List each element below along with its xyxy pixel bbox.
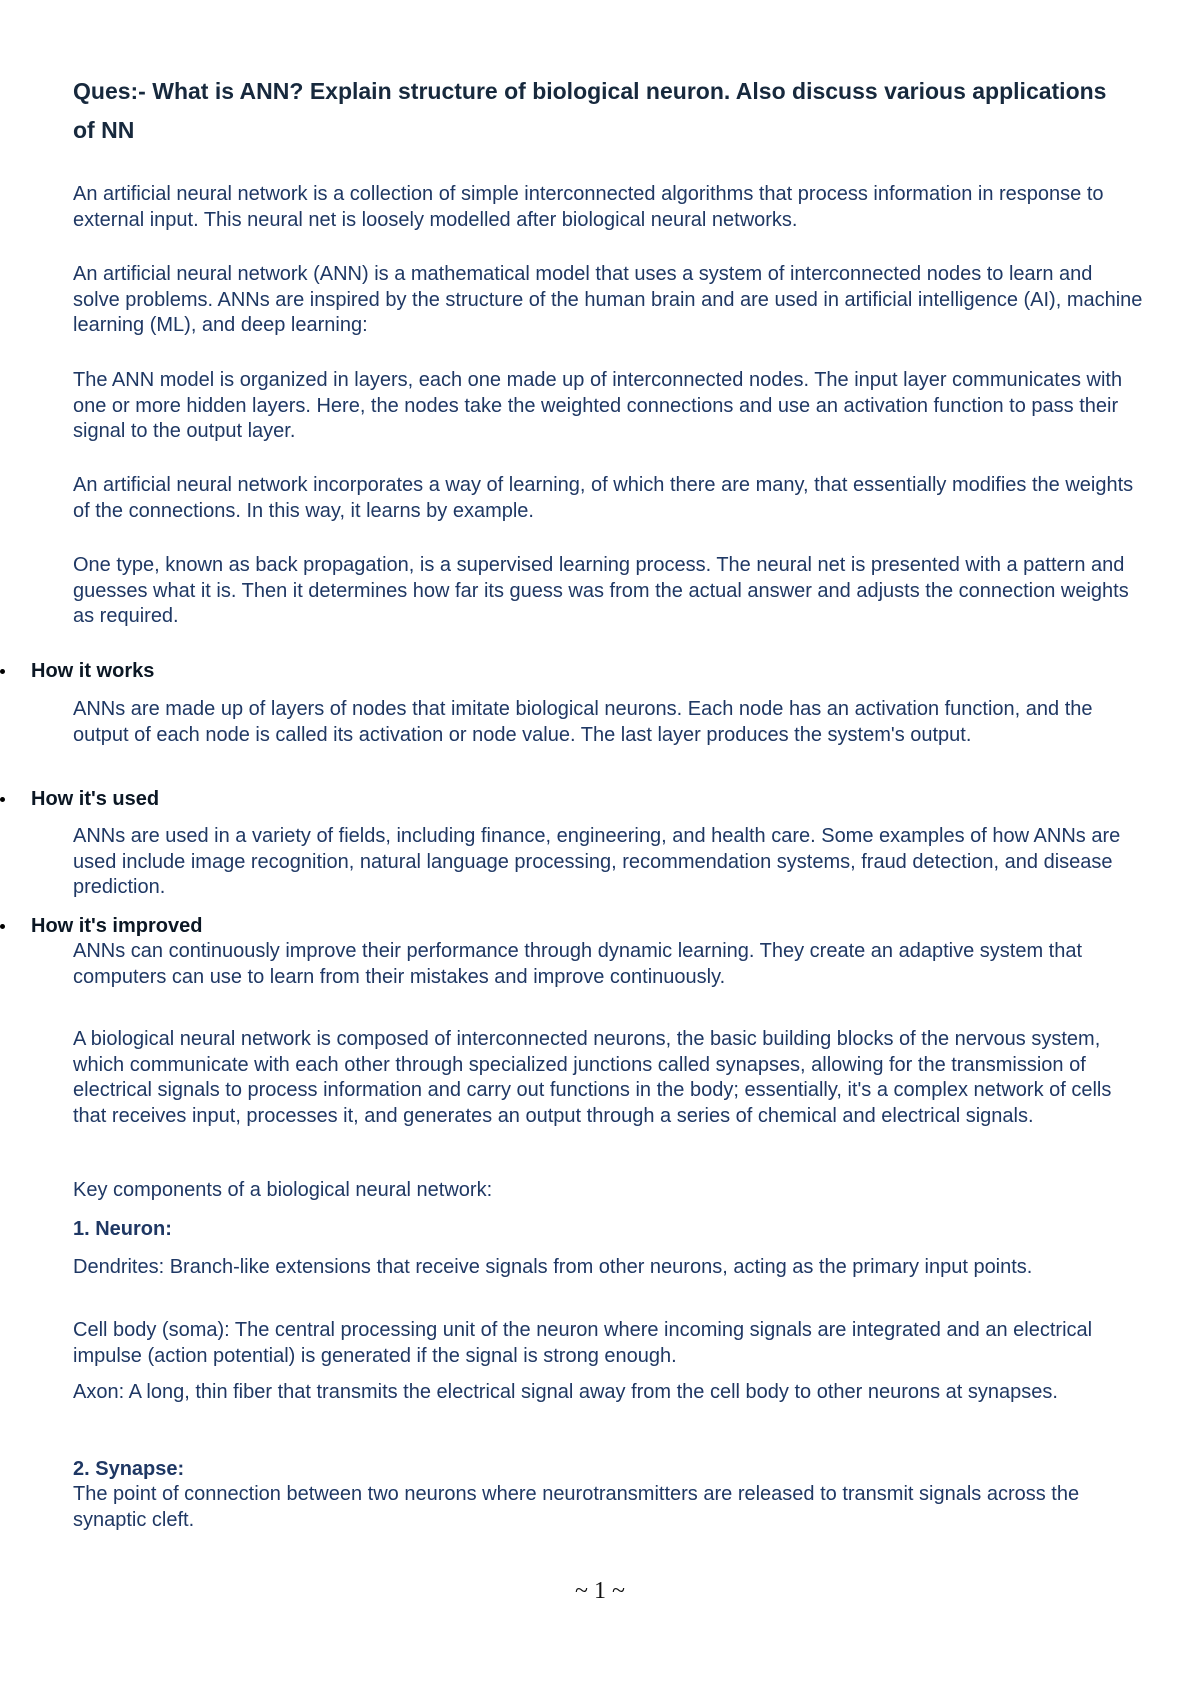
bullet-how-it-works	[0, 658, 600, 684]
bullet-text-how-its-improved: ANNs can continuously improve their performance through dynamic learning. They create an adaptive system that computers can use to learn from their mistakes and improve continuously.	[73, 940, 1083, 988]
bullet-dot-icon	[0, 797, 5, 802]
bullet-how-its-improved	[0, 913, 600, 939]
page-number: ~ 1 ~	[575, 1578, 625, 1604]
bullet-how-its-used	[0, 786, 600, 812]
synapse-heading: 2. Synapse:	[73, 1458, 185, 1480]
bullet-heading: How it's improved	[31, 915, 203, 937]
bullet-dot-icon	[0, 924, 5, 929]
axon-text: Axon: A long, thin fiber that transmits the electrical signal away from the cell body to other neurons at synapses.	[73, 1381, 1058, 1403]
bullet-heading: How it works	[31, 660, 155, 682]
paragraph-biological-network: A biological neural network is composed of interconnected neurons, the basic building blocks of the nervous system, which communicate with each other through specialized junctions called synapses, allowing for the transmission of electrical signals to process information and carry out functions in the body; essentially, it's a complex network of cells that receives input, processes it, and generates an output through a series of chemical and electrical signals.	[73, 1028, 1112, 1127]
paragraph-ann-model: An artificial neural network (ANN) is a mathematical model that uses a system of interconnected nodes to learn and solve problems. ANNs are inspired by the structure of the human brain and are used in artificial intelligence (AI), machine learning (ML), and deep learning:	[73, 263, 1143, 336]
paragraph-ann-definition: An artificial neural network is a collection of simple interconnected algorithms that process information in response to external input. This neural net is loosely modelled after biological neural networks.	[73, 183, 1104, 231]
synapse-text: The point of connection between two neurons where neurotransmitters are released to transmit signals across the synaptic cleft.	[73, 1483, 1080, 1531]
dendrites-text: Dendrites: Branch-like extensions that receive signals from other neurons, acting as the primary input points.	[73, 1256, 1033, 1278]
neuron-heading: 1. Neuron:	[73, 1218, 172, 1240]
bullet-dot-icon	[0, 669, 5, 674]
bullet-heading: How it's used	[31, 788, 160, 810]
bullet-text-how-its-used: ANNs are used in a variety of fields, including finance, engineering, and health care. Some examples of how ANNs are used include image recognition, natural language processing, recommendation systems, fraud detection, and disease prediction.	[73, 825, 1121, 898]
paragraph-ann-layers: The ANN model is organized in layers, each one made up of interconnected nodes. The input layer communicates with one or more hidden layers. Here, the nodes take the weighted connections and use an activation function to pass their signal to the output layer.	[73, 369, 1123, 442]
paragraph-back-propagation: One type, known as back propagation, is a supervised learning process. The neural net is presented with a pattern and guesses what it is. Then it determines how far its guess was from the actual answer and adjusts the connection weights as required.	[73, 554, 1129, 627]
key-components-label: Key components of a biological neural network:	[73, 1179, 493, 1201]
cell-body-text: Cell body (soma): The central processing unit of the neuron where incoming signals are integrated and an electrical impulse (action potential) is generated if the signal is strong enough.	[73, 1319, 1093, 1367]
bullet-text-how-it-works: ANNs are made up of layers of nodes that imitate biological neurons. Each node has an activation function, and the output of each node is called its activation or node value. The last layer produces the system's output.	[73, 698, 1093, 746]
question-title: Ques:- What is ANN? Explain structure of biological neuron. Also discuss various applications of NN	[73, 78, 1107, 143]
paragraph-ann-learning: An artificial neural network incorporates a way of learning, of which there are many, that essentially modifies the weights of the connections. In this way, it learns by example.	[73, 474, 1134, 522]
